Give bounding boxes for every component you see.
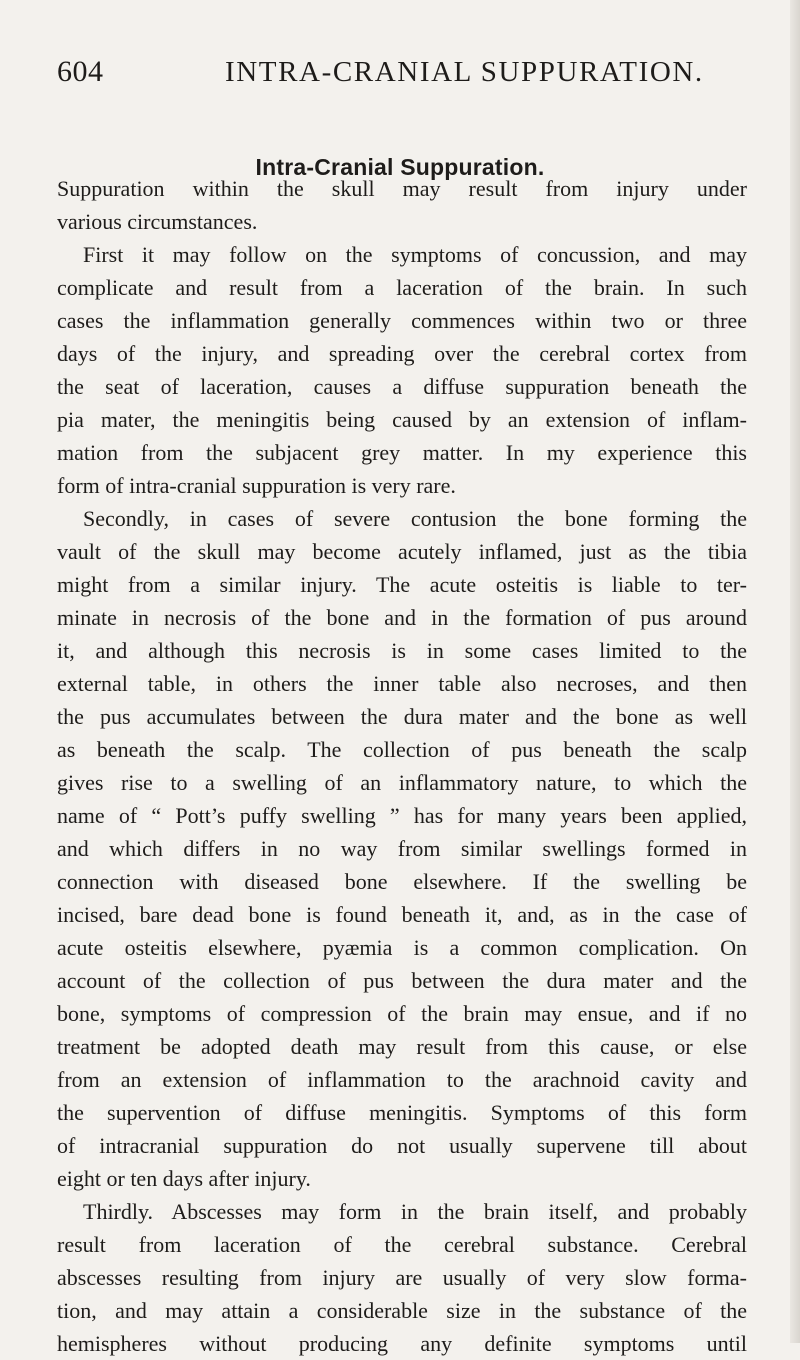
text-line: name of “ Pott’s puffy swelling ” has for many years been applied, xyxy=(57,803,747,828)
running-head xyxy=(57,52,737,92)
text-line: it, and although this necrosis is in some cases limited to the xyxy=(57,638,747,663)
text-line: as beneath the scalp. The collection of pus beneath the scalp xyxy=(57,737,747,762)
text-line: bone, symptoms of compression of the brain may ensue, and if no xyxy=(57,1001,747,1026)
text-line: days of the injury, and spreading over the cerebral cortex from xyxy=(57,341,747,366)
text-line: tion, and may attain a considerable size in the substance of the xyxy=(57,1298,747,1323)
text-line: cases the inflammation generally commences within two or three xyxy=(57,308,747,333)
running-title: INTRA-CRANIAL SUPPURATION. xyxy=(225,56,704,88)
text-line: external table, in others the inner table also necroses, and then xyxy=(57,671,747,696)
text-line: the pus accumulates between the dura mater and the bone as well xyxy=(57,704,747,729)
text-line: complicate and result from a laceration of the brain. In such xyxy=(57,275,747,300)
text-line: pia mater, the meningitis being caused by an extension of inflam- xyxy=(57,407,747,432)
page-number: 604 xyxy=(57,55,104,88)
text-line: treatment be adopted death may result from this cause, or else xyxy=(57,1034,747,1059)
body-text xyxy=(57,172,747,1360)
text-line: connection with diseased bone elsewhere. If the swelling be xyxy=(57,869,747,894)
text-line: First it may follow on the symptoms of concussion, and may xyxy=(83,242,747,267)
text-line: various circumstances. xyxy=(57,209,258,234)
text-line: and which differs in no way from similar swellings formed in xyxy=(57,836,747,861)
text-line: of intracranial suppuration do not usually supervene till about xyxy=(57,1133,747,1158)
text-line: acute osteitis elsewhere, pyæmia is a common complication. On xyxy=(57,935,747,960)
text-line: incised, bare dead bone is found beneath it, and, as in the case of xyxy=(57,902,747,927)
text-line: minate in necrosis of the bone and in the formation of pus around xyxy=(57,605,747,630)
text-line: mation from the subjacent grey matter. In my experience this xyxy=(57,440,747,465)
text-line: account of the collection of pus between the dura mater and the xyxy=(57,968,747,993)
page-edge-shadow xyxy=(790,0,800,1343)
text-line: abscesses resulting from injury are usually of very slow forma- xyxy=(57,1265,747,1290)
text-line: hemispheres without producing any definite symptoms until xyxy=(57,1331,747,1356)
text-line: the supervention of diffuse meningitis. Symptoms of this form xyxy=(57,1100,747,1125)
text-line: result from laceration of the cerebral substance. Cerebral xyxy=(57,1232,747,1257)
text-line: eight or ten days after injury. xyxy=(57,1166,311,1191)
text-line: the seat of laceration, causes a diffuse suppuration beneath the xyxy=(57,374,747,399)
text-line: from an extension of inflammation to the arachnoid cavity and xyxy=(57,1067,747,1092)
text-line: Secondly, in cases of severe contusion the bone forming the xyxy=(83,506,747,531)
text-line: might from a similar injury. The acute osteitis is liable to ter- xyxy=(57,572,747,597)
text-line: Thirdly. Abscesses may form in the brain itself, and probably xyxy=(83,1199,747,1224)
text-line: Suppuration within the skull may result from injury under xyxy=(57,176,747,201)
text-line: form of intra-cranial suppuration is very rare. xyxy=(57,473,456,498)
text-line: gives rise to a swelling of an inflammatory nature, to which the xyxy=(57,770,747,795)
text-line: vault of the skull may become acutely inflamed, just as the tibia xyxy=(57,539,747,564)
section-title: Intra-Cranial Suppuration. xyxy=(255,154,545,181)
